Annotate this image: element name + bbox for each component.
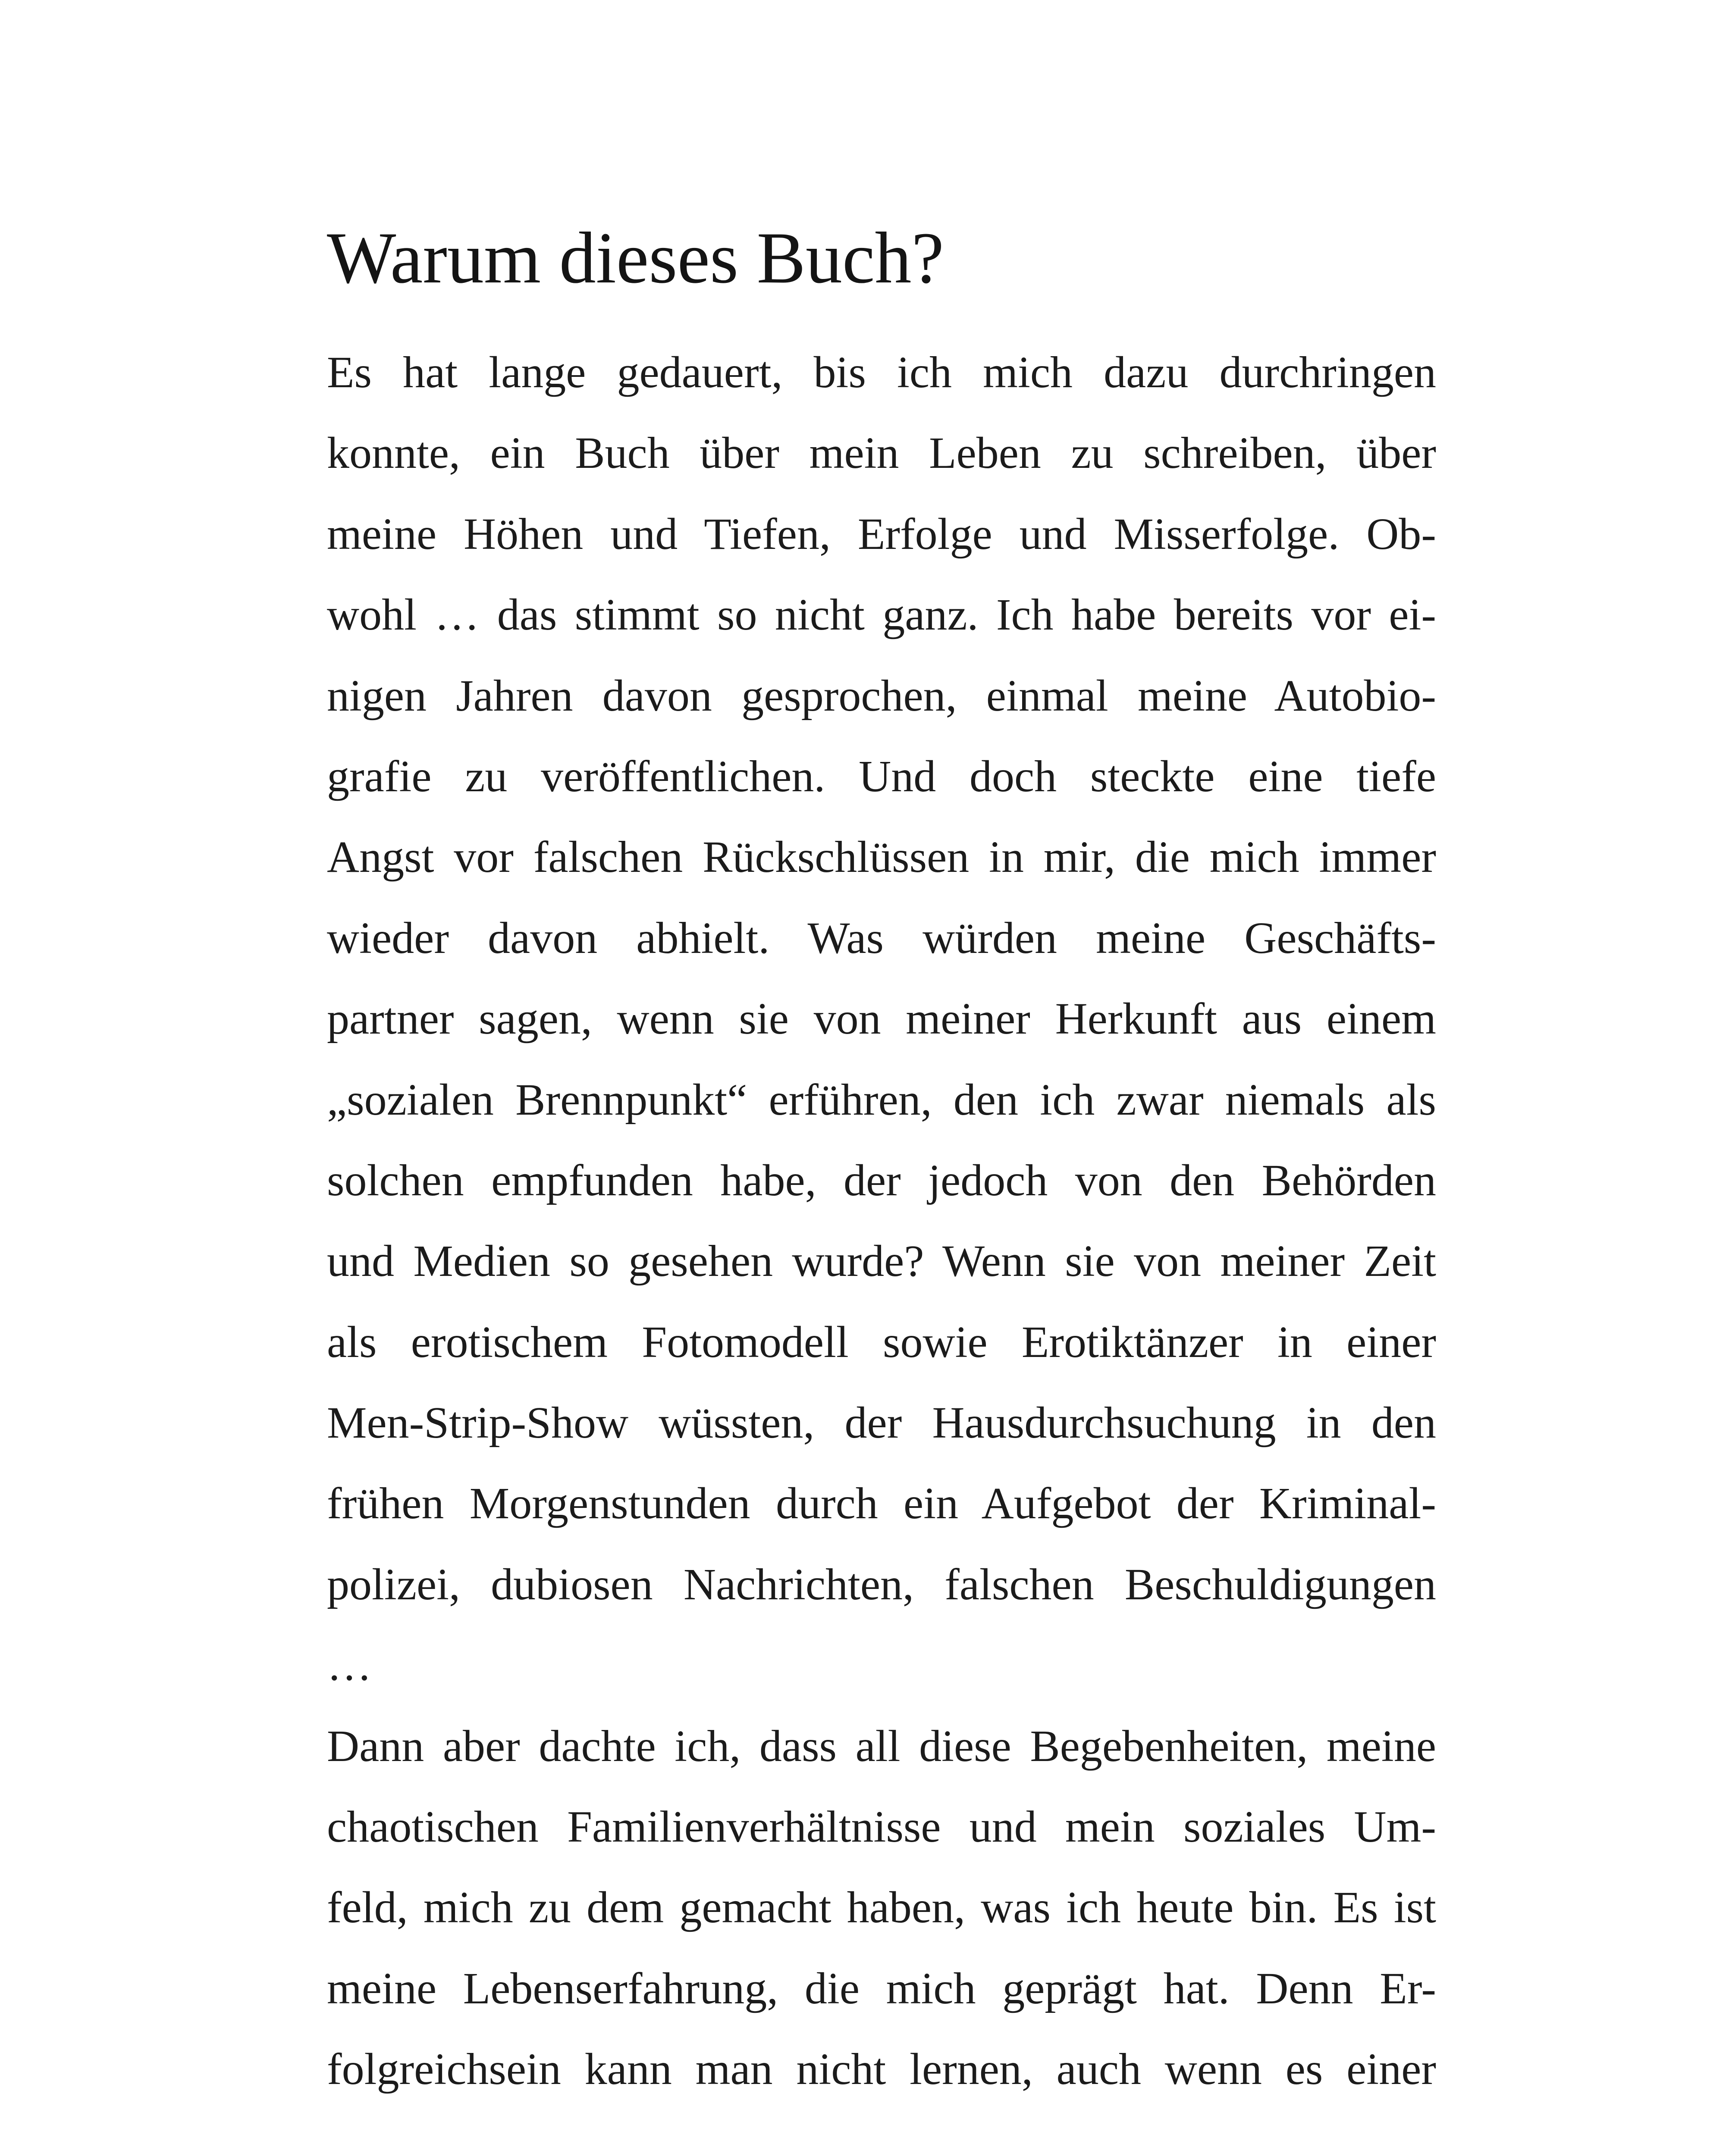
text-line: als erotischem Fotomodell sowie Erotiktänzer in einer (327, 1317, 1436, 1367)
text-line: solchen empfunden habe, der jedoch von den Behörden (327, 1155, 1436, 1205)
chapter-heading: Warum dieses Buch? (327, 217, 944, 298)
text-line: meine Lebenserfahrung, die mich geprägt hat. Denn Er- (327, 1963, 1436, 2013)
body-text (327, 332, 1436, 2110)
text-line: frühen Morgenstunden durch ein Aufgebot der Kriminal- (327, 1479, 1436, 1529)
text-line: feld, mich zu dem gemacht haben, was ich heute bin. Es ist (327, 1883, 1436, 1933)
text-line: grafie zu veröffentlichen. Und doch steckte eine tiefe (327, 751, 1436, 801)
text-line: … (327, 1640, 372, 1690)
text-line: folgreichsein kann man nicht lernen, auch wenn es einer (327, 2044, 1436, 2094)
text-line: konnte, ein Buch über mein Leben zu schreiben, über (327, 428, 1436, 478)
text-line: wohl … das stimmt so nicht ganz. Ich habe bereits vor ei- (327, 590, 1436, 640)
text-line: Dann aber dachte ich, dass all diese Begebenheiten, meine (327, 1721, 1436, 1771)
text-line: partner sagen, wenn sie von meiner Herkunft aus einem (327, 994, 1436, 1044)
text-line: Es hat lange gedauert, bis ich mich dazu durchringen (327, 348, 1436, 397)
text-line: meine Höhen und Tiefen, Erfolge und Misserfolge. Ob- (327, 509, 1436, 559)
text-line: „sozialen Brennpunkt“ erführen, den ich zwar niemals als (327, 1075, 1436, 1125)
text-line: Men-Strip-Show wüssten, der Hausdurchsuchung in den (327, 1398, 1436, 1448)
text-line: und Medien so gesehen wurde? Wenn sie von meiner Zeit (327, 1236, 1436, 1286)
text-line: polizei, dubiosen Nachrichten, falschen Beschuldigungen (327, 1559, 1436, 1609)
text-line: nigen Jahren davon gesprochen, einmal meine Autobio- (327, 671, 1436, 721)
text-line: Angst vor falschen Rückschlüssen in mir, die mich immer (327, 832, 1436, 882)
text-line: wieder davon abhielt. Was würden meine Geschäfts- (327, 913, 1436, 963)
text-line: chaotischen Familienverhältnisse und mein soziales Um- (327, 1802, 1436, 1852)
